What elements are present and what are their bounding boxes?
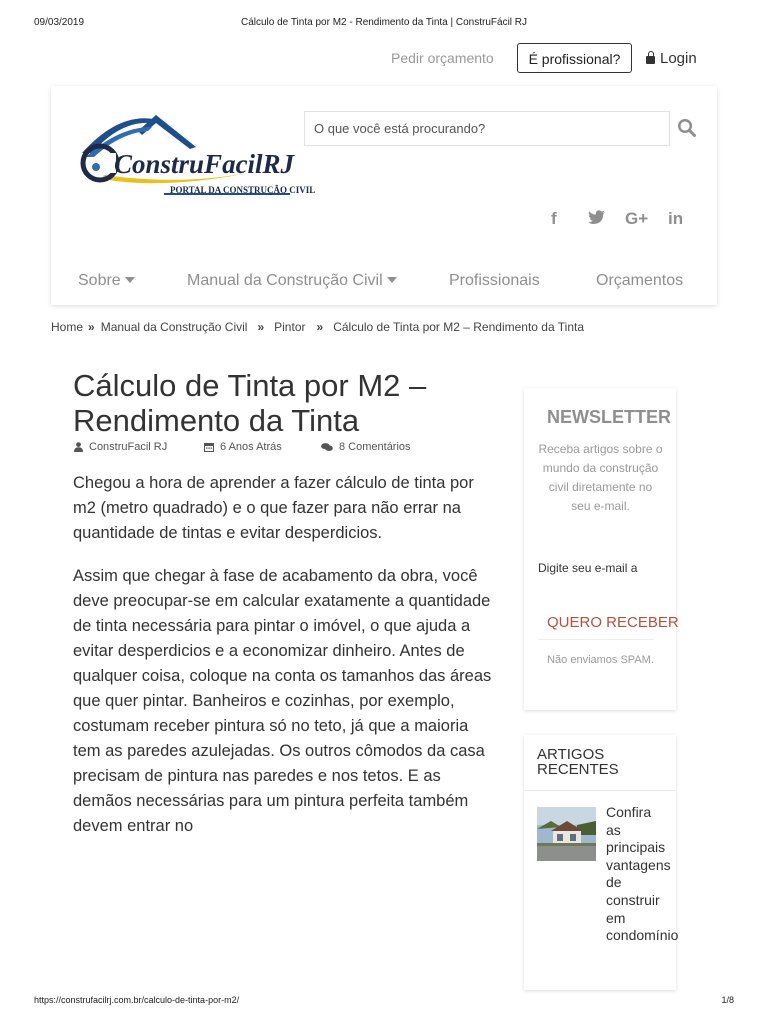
recent-article-title[interactable]: Confira as principais vantagens de construir em condomínio [606, 804, 679, 944]
login-link[interactable] [646, 50, 697, 67]
recent-article-thumbnail[interactable] [537, 807, 596, 861]
logo-graphic [78, 113, 316, 203]
request-quote-link[interactable]: Pedir orçamento [391, 50, 494, 66]
article-date [204, 441, 282, 453]
double-chevron-icon: » [257, 320, 265, 334]
search-input[interactable] [304, 111, 670, 146]
facebook-icon[interactable]: f [551, 209, 557, 228]
recent-articles-heading: ARTIGOS RECENTES [537, 746, 619, 778]
are-you-professional-button[interactable]: É profissional? [517, 43, 632, 73]
article-comments[interactable] [321, 441, 411, 453]
nav-item-profissionais[interactable]: Profissionais [449, 272, 540, 289]
caret-down-icon [125, 277, 135, 283]
article-paragraph: Assim que chegar à fase de acabamento da obra, você deve preocupar-se em calcular exatamente a quantidade de tinta necessária para pintar o imóvel, o que ajuda a evitar desperdicios e a economizar dinheiro. Antes de qualquer coisa, coloque na conta os tamanhos das áreas que quer pintar. Banheiros e cozinhas, por exemplo, costumam receber pintura só no teto, já que a maioria tem as paredes azulejadas. Os outros cômodos da casa precisam de pintura nas paredes e nos tetos. E as demãos necessárias para um pintura perfeita também devem entrar no [73, 567, 492, 835]
login-label: Login [660, 50, 697, 67]
caret-down-icon [387, 277, 397, 283]
double-chevron-icon: » [88, 320, 95, 334]
print-page-number: 1/8 [721, 995, 734, 1005]
twitter-icon[interactable] [588, 210, 606, 225]
newsletter-email-field[interactable]: Digite seu e-mail a [538, 561, 638, 575]
logo-name: ConstruFacilRJ [114, 149, 295, 179]
google-plus-icon[interactable]: G+ [625, 209, 649, 228]
nav-item-orcamentos[interactable]: Orçamentos [596, 272, 684, 289]
calendar-icon [204, 442, 214, 452]
article-title: Cálculo de Tinta por M2 – Rendimento da Tinta [73, 368, 427, 438]
lock-icon [646, 56, 655, 64]
article-author[interactable] [74, 441, 167, 453]
breadcrumb-manual[interactable]: Manual da Construção Civil [100, 320, 248, 334]
nav-label: Manual da Construção Civil [187, 272, 383, 289]
print-title: Cálculo de Tinta por M2 - Rendimento da Tinta | ConstruFácil RJ [240, 17, 528, 28]
divider [524, 790, 676, 791]
comments-count: 8 Comentários [339, 441, 411, 453]
date-text: 6 Anos Atrás [220, 441, 282, 453]
comments-icon [321, 443, 333, 452]
breadcrumb-current: Cálculo de Tinta por M2 – Rendimento da Tinta [333, 320, 584, 334]
double-chevron-icon: » [316, 320, 324, 334]
breadcrumb [51, 320, 584, 334]
article-paragraph: Chegou a hora de aprender a fazer cálculo de tinta por m2 (metro quadrado) e o que fazer para não errar na quantidade de tintas e evitar desperdicios. [73, 474, 474, 542]
site-logo[interactable] [78, 113, 316, 203]
search-icon[interactable] [677, 118, 697, 138]
newsletter-heading: NEWSLETTER [547, 407, 671, 427]
breadcrumb-pintor[interactable]: Pintor [274, 320, 306, 334]
newsletter-no-spam: Não enviamos SPAM. [547, 654, 654, 666]
newsletter-description: Receba artigos sobre o mundo da construção civil diretamente no seu e-mail. [538, 442, 663, 513]
nav-item-manual[interactable] [187, 272, 397, 290]
logo-tagline: PORTAL DA CONSTRUÇÃO CIVIL [170, 185, 316, 195]
nav-label: Sobre [78, 272, 121, 289]
house-photo [537, 807, 596, 861]
linkedin-icon[interactable]: in [668, 209, 684, 228]
print-url: https://construfacilrj.com.br/calculo-de-tinta-por-m2/ [34, 995, 240, 1005]
breadcrumb-home[interactable]: Home [51, 320, 84, 334]
print-date: 09/03/2019 [34, 17, 85, 28]
user-icon [74, 442, 83, 452]
nav-item-sobre[interactable] [78, 272, 135, 290]
author-name: ConstruFacil RJ [89, 441, 168, 453]
newsletter-subscribe-button[interactable]: QUERO RECEBER [538, 605, 654, 640]
